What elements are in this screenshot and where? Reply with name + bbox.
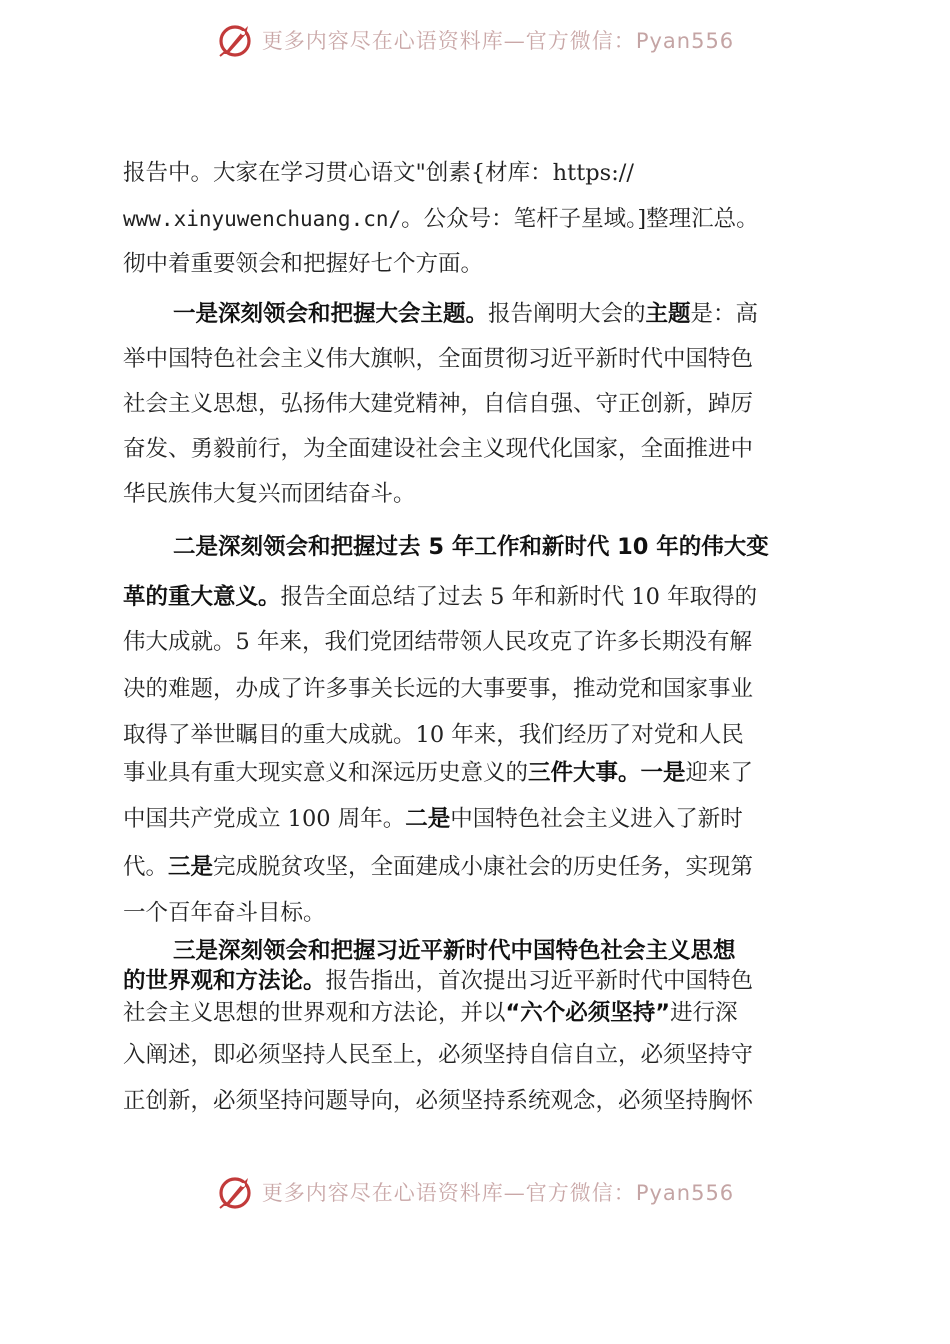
text-line: 华民族伟大复兴而团结奋斗。 xyxy=(123,481,416,507)
wechat-id: Pyan556 xyxy=(635,1181,735,1205)
text-line: 社会主义思想的世界观和方法论，并以“六个必须坚持”进行深 xyxy=(123,1000,738,1026)
text-line: 取得了举世瞩目的重大成就。10 年来，我们经历了对党和人民 xyxy=(123,722,744,748)
paragraph-2-heading: 二是深刻领会和把握过去 5 年工作和新时代 10 年的伟大变 xyxy=(173,534,769,560)
text-line: 入阐述，即必须坚持人民至上，必须坚持自信自立，必须坚持守 xyxy=(123,1042,754,1068)
banner-text: 更多内容尽在心语资料库—官方微信：Pyan556 xyxy=(261,29,735,53)
text-line: 的世界观和方法论。报告指出，首次提出习近平新时代中国特色 xyxy=(123,968,754,994)
text-line: 正创新，必须坚持问题导向，必须坚持系统观念，必须坚持胸怀 xyxy=(123,1088,754,1114)
text-line: 事业具有重大现实意义和深远历史意义的三件大事。一是迎来了 xyxy=(123,760,754,786)
text-line: 伟大成就。5 年来，我们党团结带领人民攻克了许多长期没有解 xyxy=(123,629,752,655)
text-line: www.xinyuwenchuang.cn/。公众号：笔杆子星域。]整理汇总。 xyxy=(123,206,759,232)
url-text: www.xinyuwenchuang.cn/ xyxy=(123,207,402,231)
text-line: 中国共产党成立 100 周年。二是中国特色社会主义进入了新时 xyxy=(123,806,743,832)
text-line: 彻中着重要领会和把握好七个方面。 xyxy=(123,251,484,277)
text-line: 革的重大意义。报告全面总结了过去 5 年和新时代 10 年取得的 xyxy=(123,584,758,610)
pen-nib-circle-icon xyxy=(216,20,256,60)
pen-nib-circle-icon xyxy=(216,1172,256,1212)
paragraph-3-heading: 三是深刻领会和把握习近平新时代中国特色社会主义思想 xyxy=(173,938,736,964)
text-line: 奋发、勇毅前行，为全面建设社会主义现代化国家，全面推进中 xyxy=(123,436,754,462)
paragraph-1-start: 一是深刻领会和把握大会主题。报告阐明大会的主题是：高 xyxy=(173,301,759,327)
banner-text: 更多内容尽在心语资料库—官方微信：Pyan556 xyxy=(261,1181,735,1205)
text-line: 举中国特色社会主义伟大旗帜，全面贯彻习近平新时代中国特色 xyxy=(123,346,754,372)
text-line: 一个百年奋斗目标。 xyxy=(123,900,326,926)
text-line: 代。三是完成脱贫攻坚，全面建成小康社会的历史任务，实现第 xyxy=(123,854,754,880)
header-banner xyxy=(0,10,950,70)
text-line: 社会主义思想，弘扬伟大建党精神，自信自强、守正创新，踔厉 xyxy=(123,391,754,417)
text-line: 决的难题，办成了许多事关长远的大事要事，推动党和国家事业 xyxy=(123,676,754,702)
wechat-id: Pyan556 xyxy=(635,29,735,53)
footer-banner xyxy=(0,1162,950,1222)
text-line: 报告中。大家在学习贯心语文"创素{材库：https:// xyxy=(123,160,634,186)
